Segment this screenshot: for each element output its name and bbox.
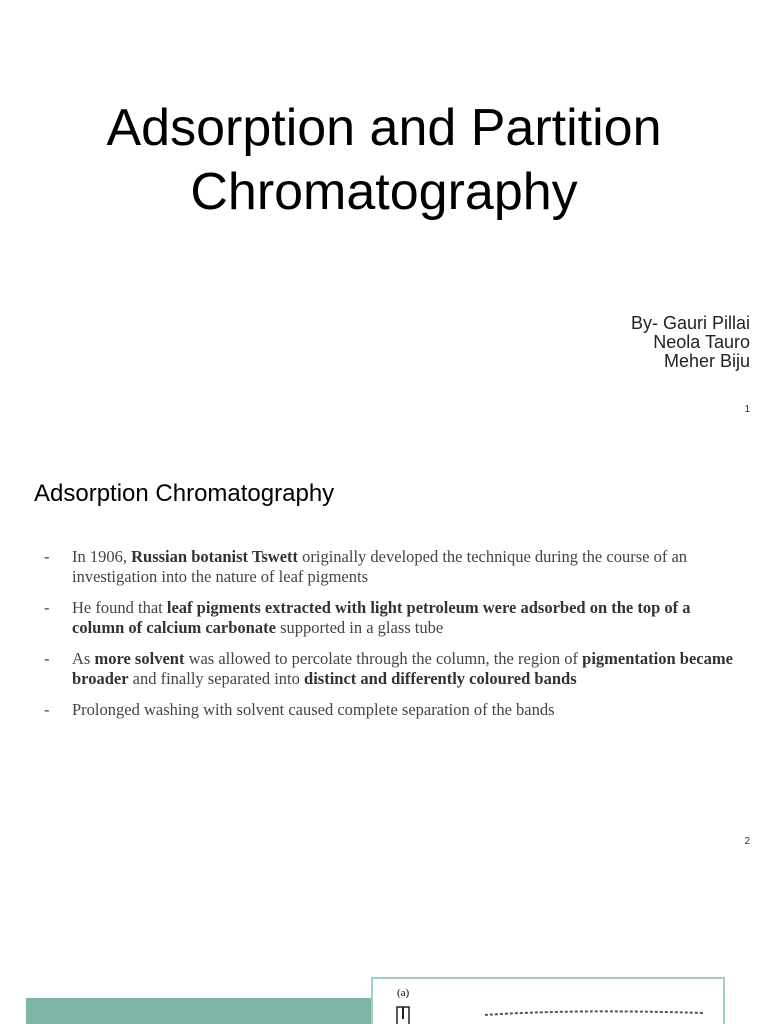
bullet-marker: - xyxy=(44,649,50,668)
bullet-text: He found that xyxy=(72,598,167,617)
bullet-marker: - xyxy=(44,700,50,719)
bullet-text: was allowed to percolate through the column, the region of xyxy=(184,649,583,668)
bullet-bold-text: distinct and differently coloured bands xyxy=(304,669,577,688)
slide-title xyxy=(40,96,728,224)
slide-1 xyxy=(0,0,768,432)
figure-image xyxy=(371,977,725,1024)
slide-2 xyxy=(0,432,768,864)
page-number: 1 xyxy=(744,404,750,415)
slide-3 xyxy=(0,864,768,1024)
page-number: 2 xyxy=(744,836,750,847)
bullet-bold-text: more solvent xyxy=(94,649,185,668)
author-line: Meher Biju xyxy=(663,351,750,371)
bullet-text: In 1906, xyxy=(72,547,132,566)
author-line: By- Gauri Pillai xyxy=(630,313,750,333)
author-line: Neola Tauro xyxy=(653,332,750,352)
bullet-marker: - xyxy=(44,598,50,617)
title-line-1: Adsorption and Partition xyxy=(106,99,662,157)
bullet-item xyxy=(40,700,740,720)
bullet-item xyxy=(40,547,740,587)
bullet-item xyxy=(40,649,740,689)
column-diagram xyxy=(373,979,723,1024)
bullet-list xyxy=(40,547,740,731)
authors-block xyxy=(631,314,750,371)
bullet-text: As xyxy=(72,649,95,668)
slide-heading: Adsorption Chromatography xyxy=(34,480,335,507)
figure-label: (a) xyxy=(397,987,410,999)
bullet-bold-text: leaf pigments extracted with light petroleum were adsorbed on the top of a column of calcium carbonate xyxy=(72,598,691,637)
bullet-text: and finally separated into xyxy=(128,669,305,688)
bullet-bold-text: pigmentation became broader xyxy=(72,649,733,688)
accent-bar xyxy=(26,998,386,1024)
bullet-item xyxy=(40,598,740,638)
bullet-marker: - xyxy=(44,547,50,566)
bullet-bold-text: Russian botanist Tswett xyxy=(131,547,299,566)
bullet-text: Prolonged washing with solvent caused complete separation of the bands xyxy=(72,700,555,719)
bullet-text: supported in a glass tube xyxy=(275,618,444,637)
bullet-text: originally developed the technique during the course of an investigation into the nature of leaf pigments xyxy=(72,547,688,586)
title-line-2: Chromatography xyxy=(190,163,578,221)
